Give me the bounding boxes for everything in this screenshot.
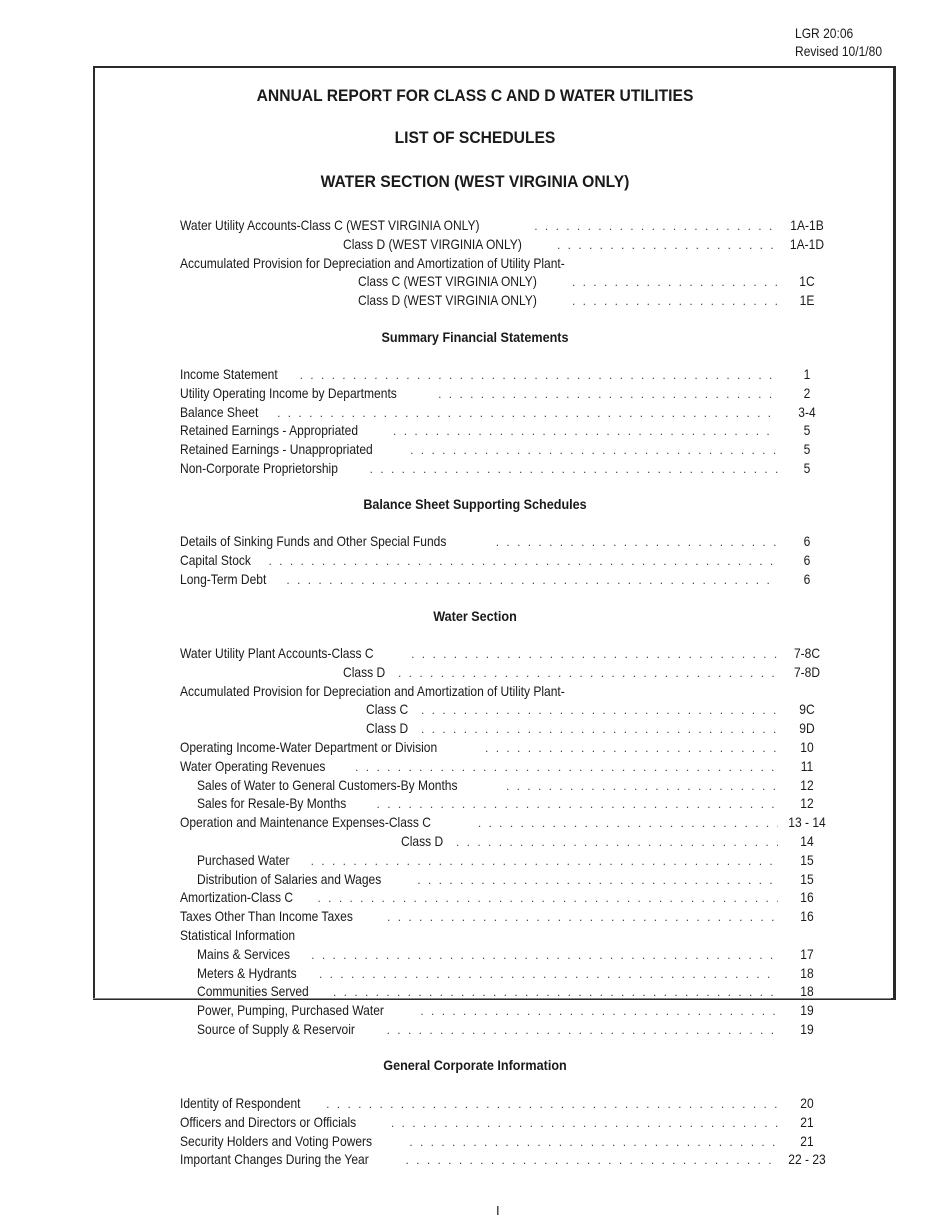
- revision-date: Revised 10/1/80: [795, 43, 883, 59]
- schedule-row: Water Utility Accounts-Class C (WEST VIRGINIA ONLY) . . . 1A-1B: [180, 217, 830, 236]
- list-title: LIST OF SCHEDULES: [394, 128, 556, 147]
- schedule-row: Water Operating Revenues . . . 11: [180, 758, 830, 777]
- schedule-row: Security Holders and Voting Powers . . . 21: [180, 1133, 830, 1152]
- water-heading: Water Section: [433, 608, 517, 624]
- schedule-row: Accumulated Provision for Depreciation and Amortization of Utility Plant-: [180, 254, 565, 271]
- intro-schedule-list: [180, 217, 830, 311]
- schedule-row: Class D (WEST VIRGINIA ONLY) . . . 1E: [180, 292, 830, 311]
- footer-divider: [93, 998, 891, 999]
- schedule-row: Distribution of Salaries and Wages . . . 15: [180, 871, 830, 890]
- schedule-row: Income Statement . . . 1: [180, 366, 830, 385]
- schedule-row: Retained Earnings - Unappropriated . . . 5: [180, 441, 830, 460]
- general-heading: General Corporate Information: [383, 1057, 567, 1073]
- schedule-row: Meters & Hydrants . . . 18: [180, 965, 830, 984]
- schedule-row: Details of Sinking Funds and Other Special Funds . . . 6: [180, 533, 830, 552]
- schedule-row: Retained Earnings - Appropriated . . . 5: [180, 422, 830, 441]
- schedule-row: Important Changes During the Year . . . 22 - 23: [180, 1151, 830, 1170]
- schedule-row: Identity of Respondent . . . 20: [180, 1095, 830, 1114]
- schedule-row: Capital Stock . . . 6: [180, 552, 830, 571]
- schedule-row: Sales for Resale-By Months . . . 12: [180, 795, 830, 814]
- schedule-row: Class D . . . 9D: [180, 720, 830, 739]
- balance-schedule-list: [180, 533, 830, 589]
- water-schedule-list: [180, 645, 830, 1040]
- schedule-row: Sales of Water to General Customers-By Months . . . 12: [180, 777, 830, 796]
- schedule-row: Class D . . . 14: [180, 833, 830, 852]
- general-schedule-list: [180, 1095, 830, 1170]
- schedule-row: Accumulated Provision for Depreciation and Amortization of Utility Plant-: [180, 682, 565, 699]
- page-number: I: [496, 1203, 500, 1218]
- summary-schedule-list: [180, 366, 830, 479]
- schedule-row: Balance Sheet . . . 3-4: [180, 404, 830, 423]
- report-title: ANNUAL REPORT FOR CLASS C AND D WATER UTILITIES: [256, 86, 694, 105]
- schedule-row: Class D . . . 7-8D: [180, 664, 830, 683]
- water-section-title: WATER SECTION (WEST VIRGINIA ONLY): [320, 172, 630, 191]
- schedule-row: Class C . . . 9C: [180, 701, 830, 720]
- schedule-row: Purchased Water . . . 15: [180, 852, 830, 871]
- schedule-row: Taxes Other Than Income Taxes . . . 16: [180, 908, 830, 927]
- schedule-row: Amortization-Class C . . . 16: [180, 889, 830, 908]
- schedule-row: Long-Term Debt . . . 6: [180, 571, 830, 590]
- schedule-row: Operating Income-Water Department or Division . . . 10: [180, 739, 830, 758]
- schedule-row: Communities Served . . . 18: [180, 983, 830, 1002]
- schedule-row: Utility Operating Income by Departments . . . 2: [180, 385, 830, 404]
- schedule-row: Mains & Services . . . 17: [180, 946, 830, 965]
- summary-heading: Summary Financial Statements: [381, 329, 569, 345]
- balance-heading: Balance Sheet Supporting Schedules: [363, 496, 587, 512]
- document-reference: [795, 24, 882, 60]
- schedule-row: Power, Pumping, Purchased Water . . . 19: [180, 1002, 830, 1021]
- schedule-row: Statistical Information: [180, 926, 296, 943]
- schedule-row: Class D (WEST VIRGINIA ONLY) . . . 1A-1D: [180, 236, 830, 255]
- schedule-row: Class C (WEST VIRGINIA ONLY) . . . 1C: [180, 273, 830, 292]
- schedule-row: Source of Supply & Reservoir . . . 19: [180, 1021, 830, 1040]
- schedule-row: Non-Corporate Proprietorship . . . 5: [180, 460, 830, 479]
- form-code: LGR 20:06: [795, 25, 854, 41]
- schedule-row: Water Utility Plant Accounts-Class C . . . 7-8C: [180, 645, 830, 664]
- schedule-row: Operation and Maintenance Expenses-Class C . . . 13 - 14: [180, 814, 830, 833]
- schedule-row: Officers and Directors or Officials . . . 21: [180, 1114, 830, 1133]
